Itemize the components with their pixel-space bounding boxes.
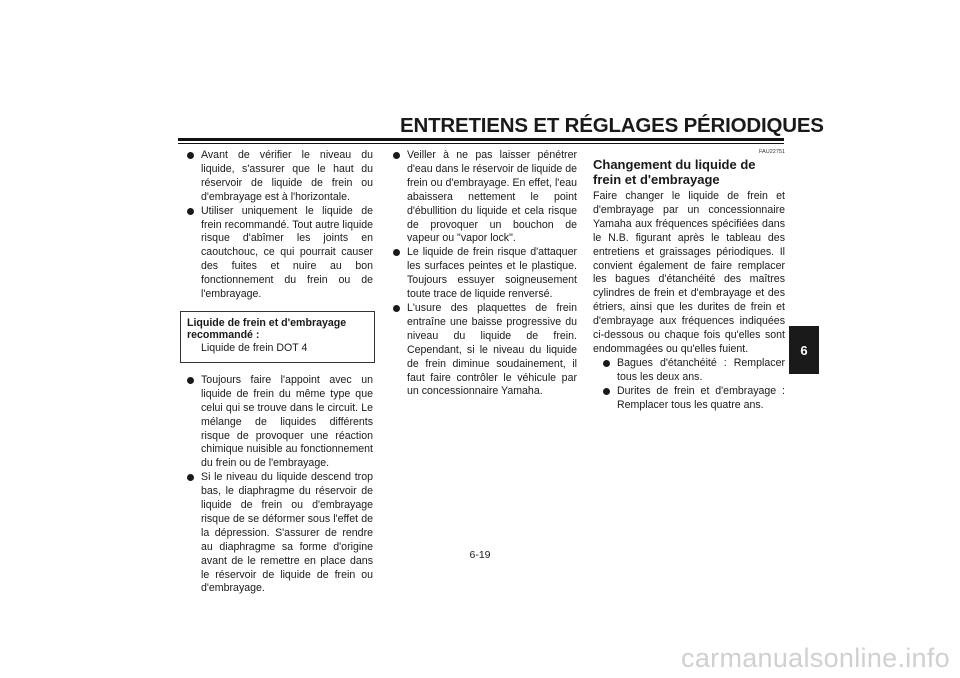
column-right — [593, 149, 785, 413]
column-middle — [393, 149, 577, 399]
spec-box — [180, 311, 375, 363]
bullet-item: Toujours faire l'appoint avec un liquide de frein du même type que celui qui se trouve dans le circuit. Le mélange de liquides différents risque de provoquer une réaction chimique nuisible au fonctionnement du frein ou de l'embrayage. — [187, 374, 373, 471]
bullet-item: Si le niveau du liquide descend trop bas, le diaphragme du réservoir de liquide de frein ou d'embrayage risque de se déformer sous l'effet de la dépression. S'assurer de rendre au diaphragme sa forme d'origine avant de le remettre en place dans le réservoir de liquide de frein ou d'embrayage. — [187, 471, 373, 596]
header-rule-thick — [178, 138, 784, 141]
page-number: 6-19 — [469, 549, 491, 561]
bullet-item: Avant de vérifier le niveau du liquide, s'assurer que le haut du réservoir de liquide de frein ou d'embrayage est à l'horizontale. — [187, 149, 373, 205]
chapter-tab: 6 — [789, 326, 819, 374]
column-left — [187, 149, 373, 596]
spec-label: Liquide de frein et d'embrayage recommandé : — [187, 316, 347, 342]
spec-value: Liquide de frein DOT 4 — [201, 341, 308, 354]
bullet-item: Le liquide de frein risque d'attaquer les surfaces peintes et le plastique. Toujours essuyer soigneusement toute trace de liquide renversé. — [393, 246, 577, 302]
bullet-item: Utiliser uniquement le liquide de frein recommandé. Tout autre liquide risque d'abîmer les joints en caoutchouc, ce qui pourrait causer des fuites et nuire au bon fonctionnement du frein ou de l'embrayage. — [187, 205, 373, 302]
bullet-item: Bagues d'étanchéité : Remplacer tous les deux ans. — [603, 357, 785, 385]
reference-code: FAU22751 — [759, 149, 785, 155]
header-rule-thin — [178, 143, 784, 144]
section-title: Changement du liquide de frein et d'embrayage — [593, 157, 756, 187]
bullet-item: Durites de frein et d'embrayage : Remplacer tous les quatre ans. — [603, 385, 785, 413]
watermark: carmanualsonline.info — [681, 643, 950, 673]
bullet-item: Veiller à ne pas laisser pénétrer d'eau dans le réservoir de liquide de frein ou d'embrayage. En effet, l'eau abaissera nettement le point d'ébullition du liquide et cela risque de provoquer un bouchon de vapeur ou "vapor lock". — [393, 149, 577, 246]
section-paragraph: Faire changer le liquide de frein et d'embrayage par un concessionnaire Yamaha aux fréquences spécifiées dans le N.B. figurant après le tableau des entretiens et graissages périodiques. Il convient également de faire remplacer les bagues d'étanchéité des maîtres cylindres de frein et d'embrayage et des étriers, ainsi que les durites de frein et d'embrayage aux fréquences indiquées ci-dessous ou chaque fois qu'elles sont endommagées ou qu'elles fuient. — [593, 190, 785, 355]
bullet-item: L'usure des plaquettes de frein entraîne une baisse progressive du niveau du liquide de frein. Cependant, si le niveau du liquide de frein diminue soudainement, il faut faire contrôler le véhicule par un concessionnaire Yamaha. — [393, 302, 577, 399]
page-header-title: ENTRETIENS ET RÉGLAGES PÉRIODIQUES — [400, 114, 824, 137]
